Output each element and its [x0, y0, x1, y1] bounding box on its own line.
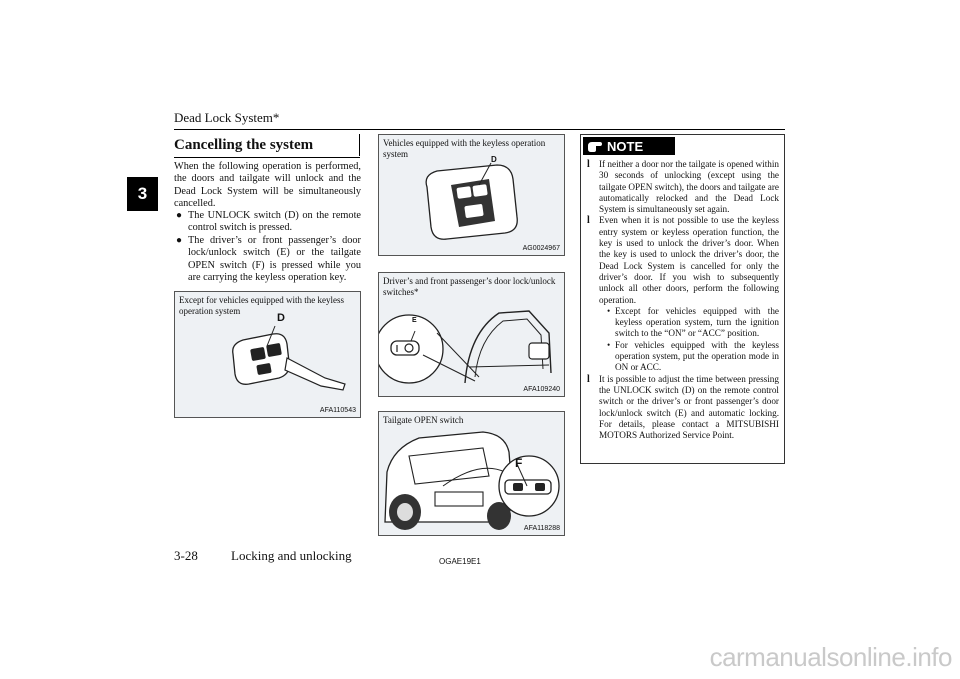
callout-label-e: E	[412, 317, 417, 324]
callout-label-d: D	[277, 312, 285, 324]
list-item: ● The UNLOCK switch (D) on the remote control switch is pressed.	[174, 210, 361, 235]
note-item-text: It is possible to adjust the time between pressing the UNLOCK switch (D) on the remote control switch or the driver’s or front passenger’s door lock/unlock switch (E) and automatic locking. For details, please contact a MITSUBISHI MOTORS Authorized Service Point.	[599, 373, 779, 441]
door-switch-figure	[378, 272, 565, 397]
header-rule	[174, 129, 785, 130]
watermark: carmanualsonline.info	[709, 642, 952, 672]
page-number: 3-28	[174, 548, 198, 563]
note-item-text: If neither a door nor the tailgate is opened within 30 seconds of unlocking (except using the tailgate OPEN switch), the doors and tailgate are automatically relocked and the Dead Lock System is simultaneously set again.	[599, 159, 779, 215]
figure-code: AFA110543	[319, 407, 356, 414]
figure-caption: Tailgate OPEN switch	[383, 415, 464, 425]
figure-caption: Except for vehicles equipped with the keyless operation system	[179, 295, 344, 316]
intro-paragraph: When the following operation is performed, the doors and tailgate will unlock and the Dead Lock System will be simultaneously cancelled.	[174, 161, 361, 210]
footer-section-name: Locking and unlocking	[231, 548, 352, 563]
running-header: Dead Lock System*	[174, 110, 280, 125]
callout-label-f: F	[515, 456, 523, 470]
document-code: OGAE19E1	[439, 557, 481, 566]
callout-label-d: D	[491, 155, 497, 164]
note-item	[587, 215, 779, 373]
note-sub-item: • Except for vehicles equipped with the keyless operation system, turn the ignition switch to the “ON” or “ACC” position.	[607, 306, 779, 340]
list-item: ● The driver’s or front passenger’s door lock/unlock switch (E) or the tailgate OPEN switch (F) is pressed while you are carrying the keyless operation key.	[174, 235, 361, 285]
note-item	[587, 159, 779, 215]
note-list	[587, 159, 779, 441]
note-item	[587, 374, 779, 442]
hand-pointer-icon	[587, 139, 603, 153]
tailgate-switch-figure	[378, 411, 565, 536]
chapter-tab: 3	[127, 177, 158, 211]
keyless-key-figure	[378, 134, 565, 256]
note-sub-item: • For vehicles equipped with the keyless operation system, put the operation mode in ON or ACC.	[607, 340, 779, 374]
note-sub-list	[599, 306, 779, 374]
cancel-conditions-list	[174, 210, 361, 284]
figure-caption: Driver’s and front passenger’s door lock/unlock switches*	[383, 276, 556, 297]
section-title-bar	[359, 134, 360, 156]
note-heading-label: NOTE	[607, 138, 644, 154]
note-box	[580, 134, 785, 464]
figure-caption: Vehicles equipped with the keyless operation system	[383, 138, 546, 159]
figure-code: AFA118288	[523, 525, 560, 532]
remote-key-figure	[174, 291, 361, 418]
figure-code: AFA109240	[523, 386, 560, 393]
section-title: Cancelling the system	[174, 137, 360, 158]
note-heading	[583, 137, 675, 155]
tailgate-switch-illustration	[379, 412, 564, 535]
note-item-text: Even when it is not possible to use the keyless entry system or keyless operation function, the key is used to unlock the driver’s door. When the key is used to unlock the driver’s door, the Dead Lock System is cancelled for only the driver’s door. If you wish to subsequently unlock all other doors, perform the following operation.	[599, 215, 779, 305]
figure-code: AG0024967	[522, 245, 560, 252]
